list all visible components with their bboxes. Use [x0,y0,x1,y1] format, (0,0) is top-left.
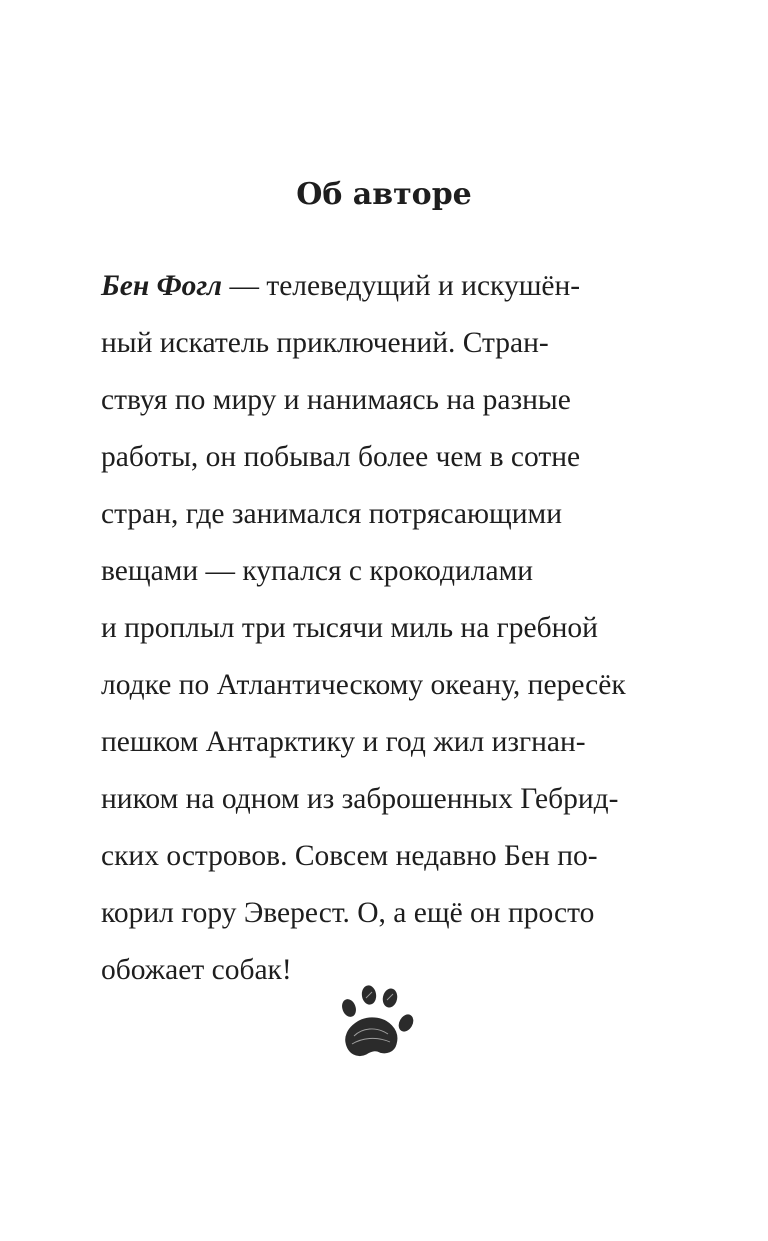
author-bio-paragraph [101,258,681,999]
text-line [101,258,681,315]
text-line: работы, он побывал более чем в сотне [101,441,581,473]
text-line: вещами — купался с крокодилами [101,555,534,587]
text-line: ских островов. Совсем недавно Бен по- [101,840,598,872]
text-line: обожает собак! [101,954,292,986]
text-line: пешком Антарктику и год жил изгнан- [101,726,586,758]
paw-print-icon [336,984,418,1062]
text-line: ный искатель приключений. Стран- [101,327,549,359]
text-line: лодке по Атлантическому океану, пересёк [101,669,626,701]
text-line: и проплыл три тысячи миль на гребной [101,612,598,644]
author-name: Бен Фогл [101,270,223,302]
page-title: Об авторе [296,177,472,212]
text-line: корил гору Эверест. О, а ещё он просто [101,897,595,929]
text-line: ствуя по миру и нанимаясь на разные [101,384,571,416]
text-line: стран, где занимался потрясающими [101,498,562,530]
text-line-content: — телеведущий и искушён- [222,270,581,302]
text-line: ником на одном из заброшенных Гебрид- [101,783,619,815]
